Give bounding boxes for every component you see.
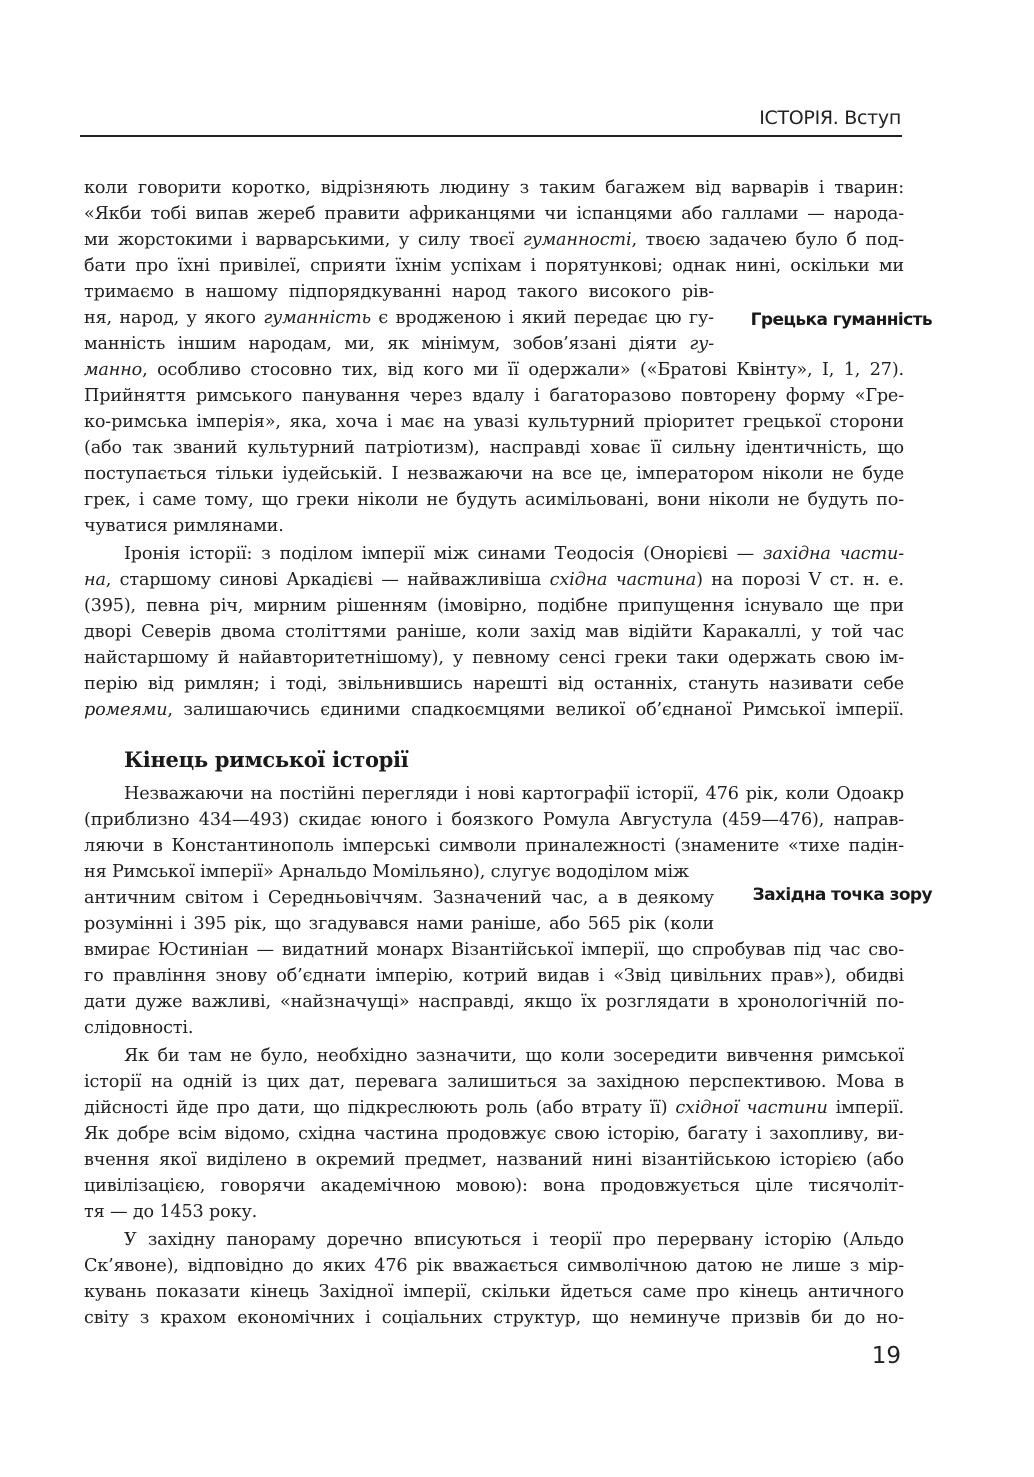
text-line: (приблизно 434—493) скидає юного і боязкого Ромула Августула (459—476), направ- [84,810,904,830]
text-line: (або так званий культурний патріотизм), насправді ховає її сильну ідентичність, що [84,438,904,458]
text-line: слідовності. [84,1018,194,1038]
text-line: вчення якої виділено в окремий предмет, названий нині візантійською історією (або [84,1150,904,1170]
text-line [84,357,904,383]
text-line: античним світом і Середньовіччям. Зазначений час, а в деякому [84,888,714,908]
text-run: , твоєю задачею було б под- [631,230,905,250]
text-line [84,227,904,253]
text-run: дійсності йде про дати, що підкреслюють роль (або втрату її) [84,1098,676,1118]
text-run: ) на порозі V ст. н. е. [696,570,904,590]
text-line: Як би там не було, необхідно зазначити, що коли зосередити вивчення римської [124,1046,904,1066]
italic-term: ромеями [84,700,168,720]
italic-term: гуманність [263,308,371,328]
text-line: світу з крахом економічних і соціальних структур, що неминуче призвів би до но- [84,1308,904,1328]
text-run: , старшому синові Аркадієві — найважливіша [105,570,550,590]
text-line: грек, і саме тому, що греки ніколи не будуть асимільовані, вони ніколи не будуть по- [84,490,904,510]
text-run: манність іншим народам, ми, як мінімум, зобов’язані діяти [84,334,690,354]
margin-note-western-viewpoint: Західна точка зору [752,885,932,905]
italic-term: західна части- [762,544,905,564]
text-line: дати дуже важливі, «найзначущі» насправді, якщо їх розглядати в хронологічній по- [84,992,904,1012]
text-line: «Якби тобі випав жереб правити африканцями чи іспанцями або галлами — народа- [84,204,904,224]
text-line [124,541,904,567]
text-line: Незважаючи на постійні перегляди і нові картографії історії, 476 рік, коли Одоакр [124,784,904,804]
text-line: історії на одній із цих дат, перевага залишиться за західною перспективою. Мова в [84,1072,904,1092]
text-line: Прийняття римського панування через вдалу і багаторазово повторену форму «Гре- [84,386,904,406]
text-line: Ск’явоне), відповідно до яких 476 рік вважається символічною датою не лише з мір- [84,1256,904,1276]
text-run: ня, народ, у якого [84,308,264,328]
text-line: (395), певна річ, мирним рішенням (імовірно, подібне припущення існувало ще при [84,596,904,616]
text-line: У західну панораму доречно вписуються і теорії про перервану історію (Альдо [124,1230,904,1250]
text-line: вмирає Юстиніан — видатний монарх Візантійської імперії, що спробував під час сво- [84,940,904,960]
text-run: є вродженою і який передає цю гу- [370,308,714,328]
text-line: бати про їхні привілеї, сприяти їхнім успіхам і порятункові; однак нині, оскільки ми [84,256,904,276]
text-run: , залишаючись єдиними спадкоємцями великої об’єднаної Римської імперії. [167,700,904,720]
text-line: найстаршому й найавторитетнішому), у певному сенсі греки таки одержать свою ім- [84,648,904,668]
italic-term: на [84,570,106,590]
text-line: цивілізацією, говорячи академічною мовою): вона продовжується ціле тисячоліт- [84,1176,904,1196]
italic-term: гу- [689,334,714,354]
page-number: 19 [871,1343,901,1369]
text-run: ми жорстокими і варварськими, у силу твоєї [84,230,523,250]
text-line [84,305,714,331]
text-line: Як добре всім відомо, східна частина продовжує свою історію, багату і захопливу, ви- [84,1124,904,1144]
section-heading: Кінець римської історії [124,747,409,772]
text-line: дворі Северів двома століттями раніше, коли захід мав відійти Каракаллі, у той час [84,622,904,642]
text-line: тя — до 1453 року. [84,1202,258,1222]
text-line: тримаємо в нашому підпорядкуванні народ такого високого рів- [84,282,714,302]
text-line: ко-римська імперія», яка, хоча і має на увазі культурний пріоритет грецької сторони [84,412,904,432]
margin-note-greek-humanity: Грецька гуманність [750,310,932,330]
italic-term: гуманності [522,230,632,250]
text-line: ляючи в Константинополь імперські символи приналежності (знамените «тихе падін- [84,836,904,856]
text-line: розумінні і 395 рік, що згадувався нами раніше, або 565 рік (коли [84,914,714,934]
text-line: перію від римлян; і тоді, звільнившись нарешті від останніх, стануть називати себе [84,674,904,694]
italic-term: східна частина [549,570,697,590]
header-rule [80,135,902,137]
text-run: , особливо стосовно тих, від кого ми її одержали» («Братові Квінту», І, 1, 27). [142,360,904,380]
italic-term: східної частини [675,1098,828,1118]
italic-term: манно [84,360,143,380]
text-line: поступається тільки іудейській. І незважаючи на все це, імператором ніколи не буде [84,464,904,484]
text-run: Іронія історії: з поділом імперії між синами Теодосія (Онорієві — [124,544,763,564]
text-line [84,331,714,357]
text-line: коли говорити коротко, відрізняють людину з таким багажем від варварів і тварин: [84,178,904,198]
text-run: імперії. [827,1098,904,1118]
text-line [84,697,904,723]
text-line: ня Римської імперії» Арнальдо Момільяно), слугує вододілом між [84,862,689,882]
running-head: ІСТОРІЯ. Вступ [759,107,901,129]
text-line [84,567,904,593]
text-line [84,1095,904,1121]
text-line: кувань показати кінець Західної імперії, скільки йдеться саме про кінець античного [84,1282,904,1302]
text-line: чуватися римлянами. [84,516,284,536]
text-line: го правління знову об’єднати імперію, котрий видав і «Звід цивільних прав»), обидві [84,966,904,986]
